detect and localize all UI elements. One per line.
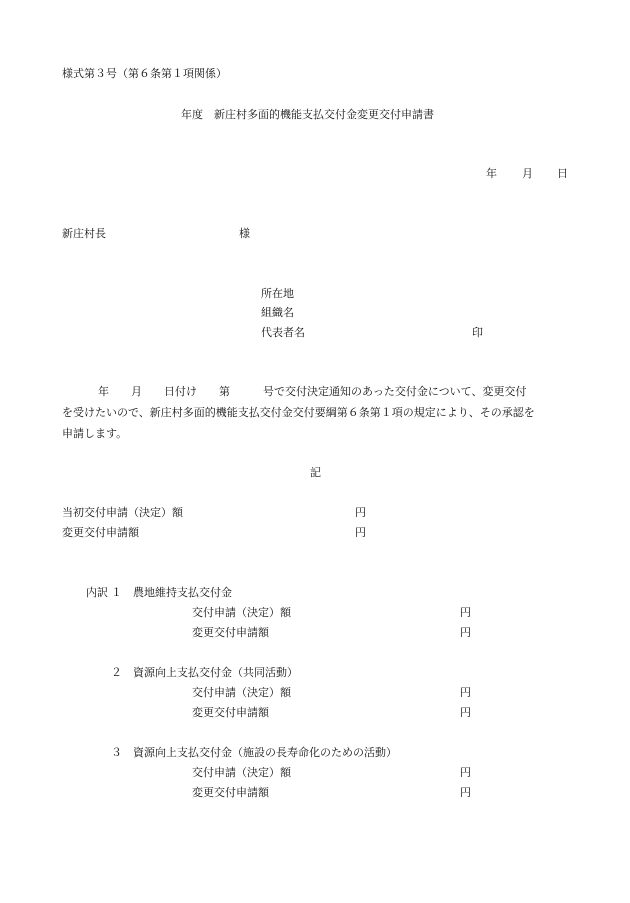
breakdown-change-yen: 円 (460, 706, 471, 719)
date-day: 日 (557, 167, 568, 180)
addressee-name: 新庄村長 (62, 227, 106, 240)
breakdown-change-label: 変更交付申請額 (192, 626, 269, 639)
initial-amount-yen: 円 (355, 506, 366, 519)
breakdown-change-label: 変更交付申請額 (192, 706, 269, 719)
addressee-honorific: 様 (239, 227, 250, 240)
initial-amount-label: 当初交付申請（決定）額 (62, 506, 183, 519)
representative-label: 代表者名 (261, 326, 305, 339)
breakdown-heading: 内訳 (86, 586, 108, 599)
breakdown-item-name: 農地維持支払交付金 (133, 586, 232, 599)
body-line-1: 年 月 日付け 第 号で交付決定通知のあった交付金について、変更交付 (98, 385, 527, 398)
page-title: 年度 新庄村多面的機能支払交付金変更交付申請書 (181, 108, 434, 121)
form-number: 様式第３号（第６条第１項関係） (62, 67, 227, 80)
breakdown-item-number: １ (111, 586, 122, 599)
breakdown-change-label: 変更交付申請額 (192, 786, 269, 799)
breakdown-change-yen: 円 (460, 786, 471, 799)
organization-label: 組織名 (261, 306, 294, 319)
breakdown-item-number: ２ (111, 666, 122, 679)
breakdown-application-yen: 円 (460, 766, 471, 779)
ki-heading: 記 (310, 466, 321, 479)
breakdown-item-name: 資源向上支払交付金（共同活動） (133, 666, 298, 679)
breakdown-item-number: ３ (111, 746, 122, 759)
date-month: 月 (522, 167, 533, 180)
change-amount-label: 変更交付申請額 (62, 526, 139, 539)
address-label: 所在地 (261, 287, 294, 300)
breakdown-item-name: 資源向上支払交付金（施設の長寿命化のための活動） (133, 746, 397, 759)
breakdown-application-label: 交付申請（決定）額 (192, 766, 291, 779)
breakdown-application-label: 交付申請（決定）額 (192, 686, 291, 699)
seal-mark: 印 (472, 326, 483, 339)
date-year: 年 (486, 167, 497, 180)
breakdown-application-label: 交付申請（決定）額 (192, 606, 291, 619)
breakdown-change-yen: 円 (460, 626, 471, 639)
body-line-2: を受けたいので、新庄村多面的機能支払交付金交付要綱第６条第１項の規定により、その承認を (62, 406, 535, 419)
breakdown-application-yen: 円 (460, 686, 471, 699)
breakdown-application-yen: 円 (460, 606, 471, 619)
body-line-3: 申請します。 (62, 427, 128, 440)
change-amount-yen: 円 (355, 526, 366, 539)
